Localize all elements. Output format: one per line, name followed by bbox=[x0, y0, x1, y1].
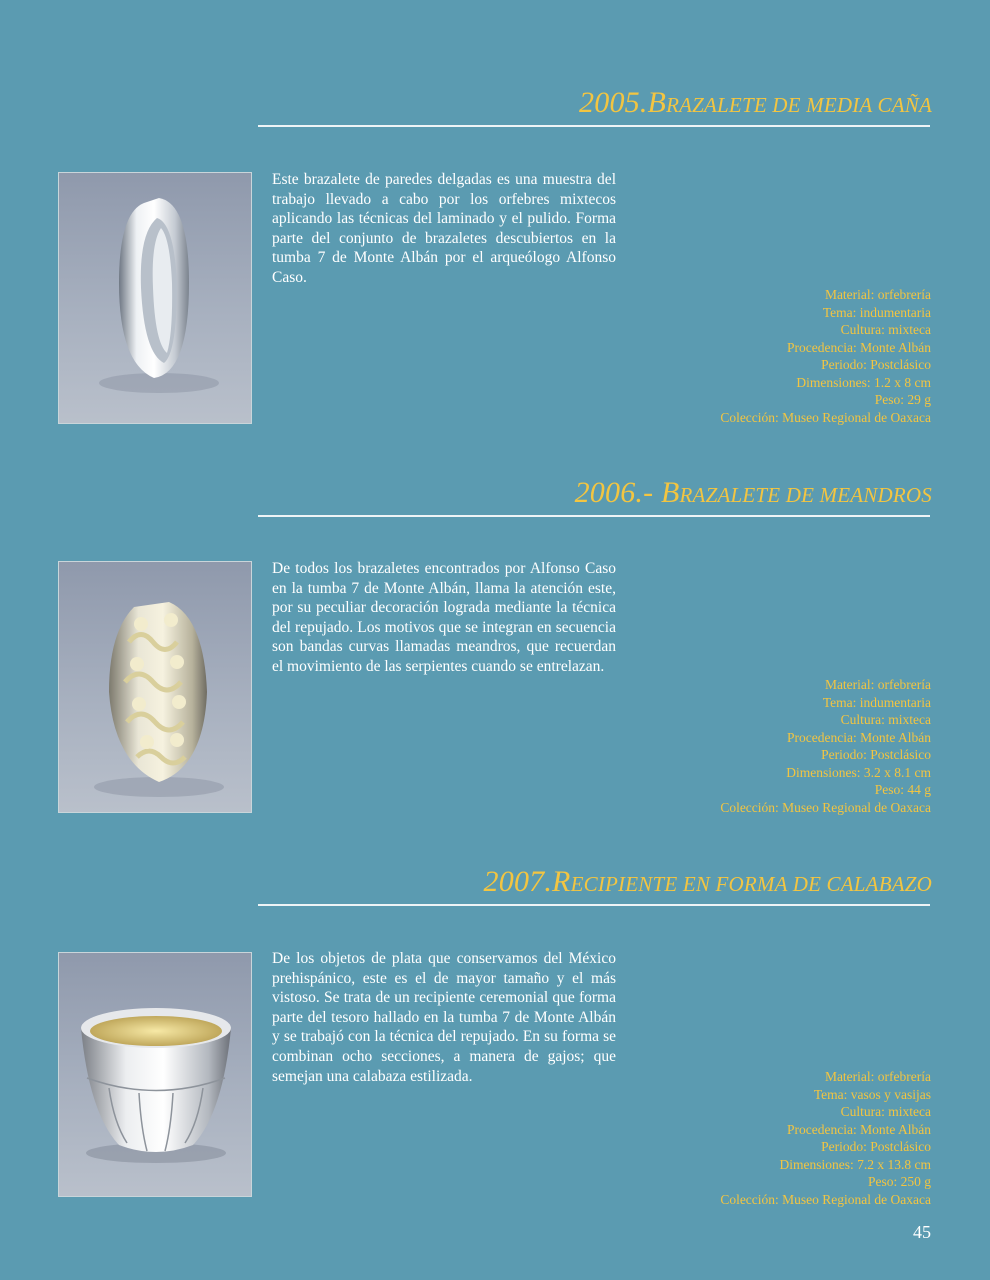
title-rule bbox=[258, 515, 930, 517]
spec-tema: Tema: indumentaria bbox=[822, 694, 931, 710]
entry-number: 2006.- bbox=[574, 476, 661, 509]
entry-title bbox=[575, 476, 932, 510]
entry-number: 2005. bbox=[579, 86, 648, 119]
spec-procedencia: Procedencia: Monte Albán bbox=[787, 1121, 931, 1137]
spec-dimensiones: Dimensiones: 1.2 x 8 cm bbox=[796, 374, 931, 390]
spec-peso: Peso: 250 g bbox=[867, 1174, 931, 1189]
spec-material: Material: orfebrería bbox=[824, 677, 931, 692]
title-initial: B bbox=[647, 86, 667, 119]
spec-periodo: Periodo: Postclásico bbox=[821, 747, 931, 762]
spec-tema: Tema: indumentaria bbox=[822, 304, 931, 320]
entry-title bbox=[484, 865, 932, 899]
title-rest: RAZALETE DE MEDIA CAÑA bbox=[666, 93, 932, 117]
title-rest: RAZALETE DE MEANDROS bbox=[679, 483, 932, 507]
title-initial: R bbox=[552, 865, 571, 898]
bracelet-meanders-photo bbox=[58, 561, 252, 813]
spec-periodo: Periodo: Postclásico bbox=[821, 357, 931, 372]
spec-cultura: Cultura: mixteca bbox=[840, 322, 931, 337]
spec-peso: Peso: 44 g bbox=[874, 782, 931, 797]
spec-dimensiones: Dimensiones: 7.2 x 13.8 cm bbox=[779, 1156, 931, 1172]
spec-tema: Tema: vasos y vasijas bbox=[813, 1086, 931, 1102]
entry-number: 2007. bbox=[483, 865, 553, 898]
spec-procedencia: Procedencia: Monte Albán bbox=[787, 729, 931, 745]
title-initial: B bbox=[660, 476, 680, 509]
spec-coleccion: Colección: Museo Regional de Oaxaca bbox=[720, 799, 931, 815]
spec-cultura: Cultura: mixteca bbox=[840, 712, 931, 727]
specs-list bbox=[631, 676, 931, 816]
entry-title bbox=[579, 86, 932, 120]
spec-dimensiones: Dimensiones: 3.2 x 8.1 cm bbox=[786, 764, 931, 780]
gourd-vessel-photo bbox=[58, 952, 252, 1197]
spec-coleccion: Colección: Museo Regional de Oaxaca bbox=[720, 409, 931, 425]
page-number: 45 bbox=[913, 1222, 931, 1242]
entry-description: Este brazalete de paredes delgadas es una muestra del trabajo llevado a cabo por los orfebres mixtecos aplicando las técnicas del laminado y el pulido. Forma parte del conjunto de brazaletes descubiertos en la tumba 7 de Monte Albán por el arqueólogo Alfonso Caso. bbox=[272, 171, 616, 286]
spec-material: Material: orfebrería bbox=[824, 287, 931, 302]
title-rule bbox=[258, 904, 930, 906]
bracelet-photo bbox=[58, 172, 252, 424]
spec-material: Material: orfebrería bbox=[824, 1069, 931, 1084]
title-rule bbox=[258, 125, 930, 127]
title-rest: ECIPIENTE EN FORMA DE CALABAZO bbox=[570, 872, 932, 896]
specs-list bbox=[631, 1068, 931, 1208]
spec-periodo: Periodo: Postclásico bbox=[821, 1139, 931, 1154]
spec-procedencia: Procedencia: Monte Albán bbox=[787, 339, 931, 355]
entry-description: De los objetos de plata que conservamos del México prehispánico, este es el de mayor tamaño y el más vistoso. Se trata de un recipiente ceremonial que forma parte del tesoro hallado en la tumba 7 de Monte Albán y se trabajó con la técnica del repujado. En su forma se combinan ocho secciones, a manera de gajos; que semejan una calabaza estilizada. bbox=[272, 950, 616, 1085]
spec-coleccion: Colección: Museo Regional de Oaxaca bbox=[720, 1191, 931, 1207]
specs-list bbox=[631, 286, 931, 426]
spec-peso: Peso: 29 g bbox=[874, 392, 931, 407]
spec-cultura: Cultura: mixteca bbox=[840, 1104, 931, 1119]
entry-description: De todos los brazaletes encontrados por Alfonso Caso en la tumba 7 de Monte Albán, llama la atención este, por su peculiar decoración lograda mediante la técnica del repujado. Los motivos que se integran en secuencia son bandas curvas llamadas meandros, que recuerdan el movimiento de las serpientes cuando se entrelazan. bbox=[272, 560, 616, 675]
